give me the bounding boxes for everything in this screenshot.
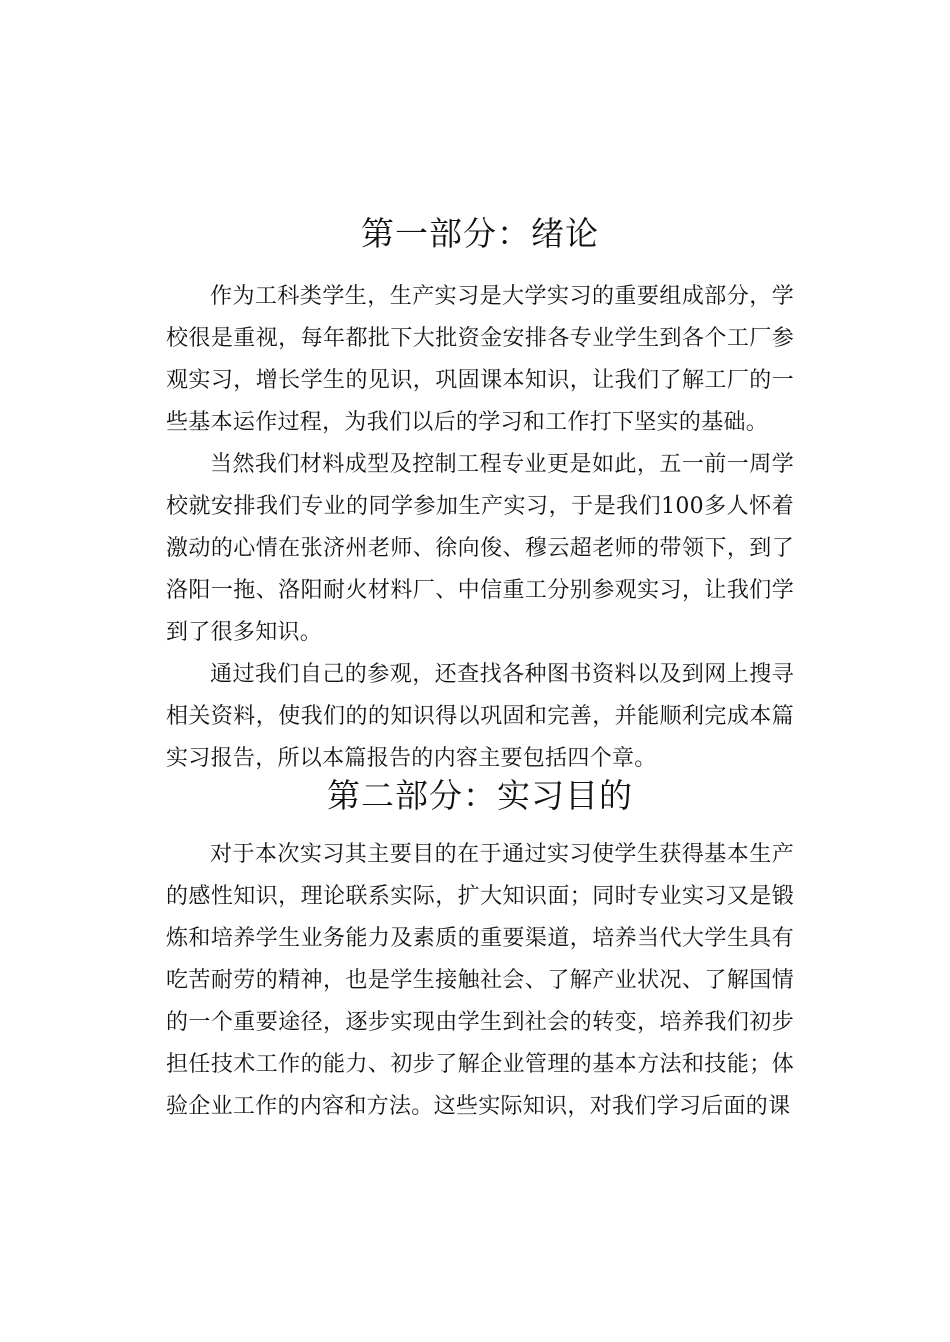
paragraph-purpose-1: 对于本次实习其主要目的在于通过实习使学生获得基本生产的感性知识，理论联系实际，扩大知识面；同时专业实习又是锻炼和培养学生业务能力及素质的重要渠道，培养当代大学生具有吃苦耐劳的精神，也是学生接触社会、了解产业状况、了解国情的一个重要途径，逐步实现由学生到社会的转变，培养我们初步担任技术工作的能力、初步了解企业管理的基本方法和技能；体验企业工作的内容和方法。这些实际知识，对我们学习后面的课 [166, 842, 794, 1119]
paragraph-intro-1: 作为工科类学生，生产实习是大学实习的重要组成部分，学校很是重视，每年都批下大批资金安排各专业学生到各个工厂参观实习，增长学生的见识，巩固课本知识，让我们了解工厂的一些基本运作过程，为我们以后的学习和工作打下坚实的基础。 [166, 284, 794, 435]
paragraph-intro-2: 当然我们材料成型及控制工程专业更是如此，五一前一周学校就安排我们专业的同学参加生产实习，于是我们100多人怀着激动的心情在张济州老师、徐向俊、穆云超老师的带领下，到了洛阳一拖、洛阳耐火材料厂、中信重工分别参观实习，让我们学到了很多知识。 [166, 452, 794, 645]
section-title-introduction: 第一部分：绪论 [361, 214, 599, 253]
paragraph-intro-3: 通过我们自己的参观，还查找各种图书资料以及到网上搜寻相关资料，使我们的的知识得以巩固和完善，并能顺利完成本篇实习报告，所以本篇报告的内容主要包括四个章。 [166, 662, 794, 771]
document-body [166, 212, 794, 1128]
section-title-purpose: 第二部分：实习目的 [327, 776, 633, 815]
